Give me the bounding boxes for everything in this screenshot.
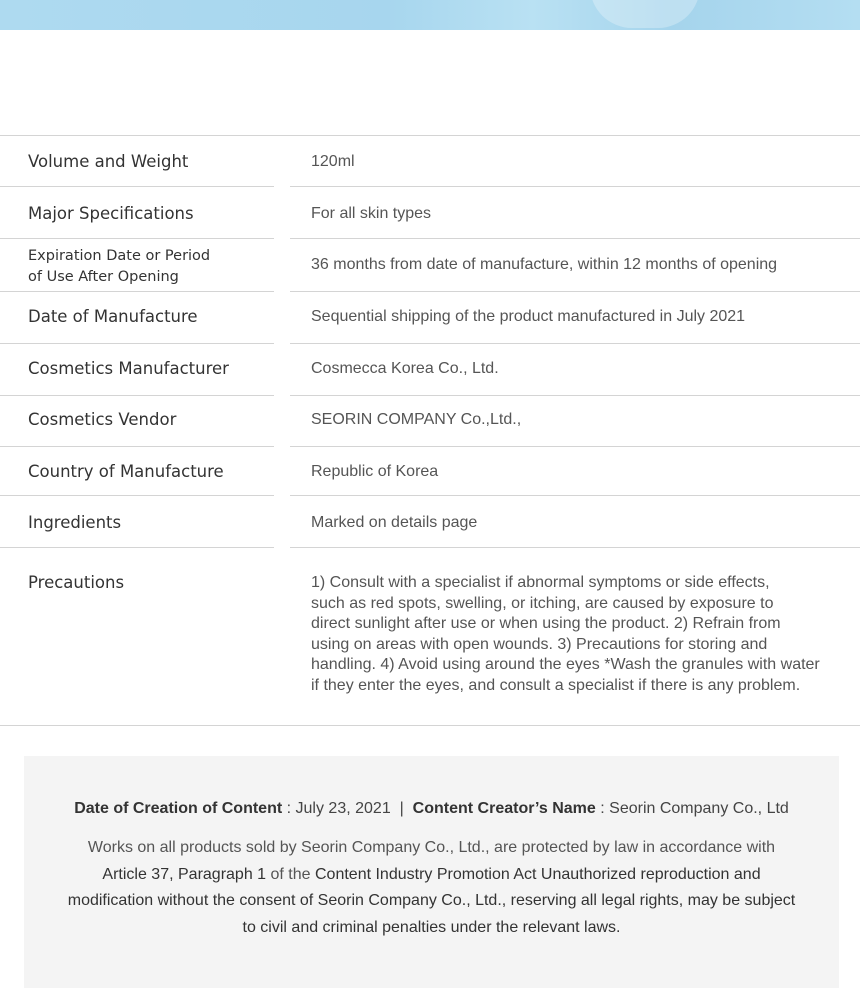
precautions-line: such as red spots, swelling, or itching, are caused by exposure to — [311, 594, 774, 612]
row-divider — [0, 547, 274, 548]
row-divider — [290, 238, 860, 239]
row-label-manufacturer: Cosmetics Manufacturer — [28, 359, 229, 378]
precautions-line: handling. 4) Avoid using around the eyes *Wash the granules with water — [311, 656, 820, 673]
row-divider — [0, 238, 274, 239]
precautions-line: if they enter the eyes, and consult a specialist if there is any problem. — [311, 676, 801, 694]
row-value-precautions — [311, 573, 851, 696]
row-divider — [290, 186, 860, 187]
creation-date-label: Date of Creation of Content — [74, 800, 283, 817]
precautions-line: using on areas with open wounds. 3) Precautions for storing and — [311, 635, 768, 653]
row-value-vendor: SEORIN COMPANY Co.,Ltd., — [311, 411, 522, 428]
row-label-specifications: Major Specifications — [28, 204, 194, 223]
row-value-specifications: For all skin types — [311, 205, 432, 222]
table-bottom-border — [0, 725, 860, 726]
row-divider — [290, 495, 860, 496]
row-label-manufacture-date: Date of Manufacture — [28, 307, 198, 326]
row-label-ingredients: Ingredients — [28, 513, 122, 532]
row-divider — [290, 291, 860, 292]
row-divider — [0, 343, 274, 344]
banner-highlight — [590, 0, 700, 28]
row-value-expiration: 36 months from date of manufacture, within 12 months of opening — [311, 256, 778, 273]
creator-name-value: : Seorin Company Co., Ltd — [600, 800, 789, 817]
top-banner-image — [0, 0, 860, 30]
row-divider — [290, 446, 860, 447]
precautions-line: 1) Consult with a specialist if abnormal symptoms or side effects, — [311, 574, 770, 591]
row-divider — [0, 186, 274, 187]
row-label-expiration-line1: Expiration Date or Period — [28, 248, 211, 264]
notice-separator: | — [399, 800, 404, 817]
row-divider — [290, 395, 860, 396]
notice-body — [64, 835, 799, 941]
row-label-precautions: Precautions — [28, 573, 125, 592]
creator-name-label: Content Creator’s Name — [412, 800, 596, 817]
notice-act-ref: Content Industry Promotion Act Unauthorized reproduction and modification without the consent of Seorin Company Co., Ltd., reserving all legal rights, may be subject to civil and criminal penalties under the relevant laws. — [67, 865, 796, 936]
row-divider — [290, 547, 860, 548]
row-divider — [0, 291, 274, 292]
row-value-volume: 120ml — [311, 153, 355, 170]
copyright-notice — [24, 756, 839, 988]
row-label-country: Country of Manufacture — [28, 462, 224, 481]
row-divider — [0, 495, 274, 496]
precautions-line: direct sunlight after use or when using the product. 2) Refrain from — [311, 615, 781, 632]
row-divider — [0, 395, 274, 396]
notice-body-text: Works on all products sold by Seorin Company Co., Ltd., are protected by law in accordance with — [87, 839, 776, 856]
notice-body-text: of the — [270, 865, 311, 883]
notice-header — [24, 800, 839, 818]
creation-date-value: : July 23, 2021 — [286, 800, 391, 817]
row-value-manufacturer: Cosmecca Korea Co., Ltd. — [311, 360, 499, 377]
row-divider — [290, 343, 860, 344]
row-value-country: Republic of Korea — [311, 463, 439, 480]
row-divider — [0, 446, 274, 447]
row-label-expiration — [28, 246, 210, 288]
row-value-ingredients: Marked on details page — [311, 514, 478, 531]
row-label-vendor: Cosmetics Vendor — [28, 410, 177, 429]
row-value-manufacture-date: Sequential shipping of the product manufactured in July 2021 — [311, 308, 746, 325]
notice-article-ref: Article 37, Paragraph 1 — [102, 865, 267, 883]
row-label-volume: Volume and Weight — [28, 152, 189, 171]
row-label-expiration-line2: of Use After Opening — [28, 269, 179, 285]
table-top-border — [0, 135, 860, 136]
